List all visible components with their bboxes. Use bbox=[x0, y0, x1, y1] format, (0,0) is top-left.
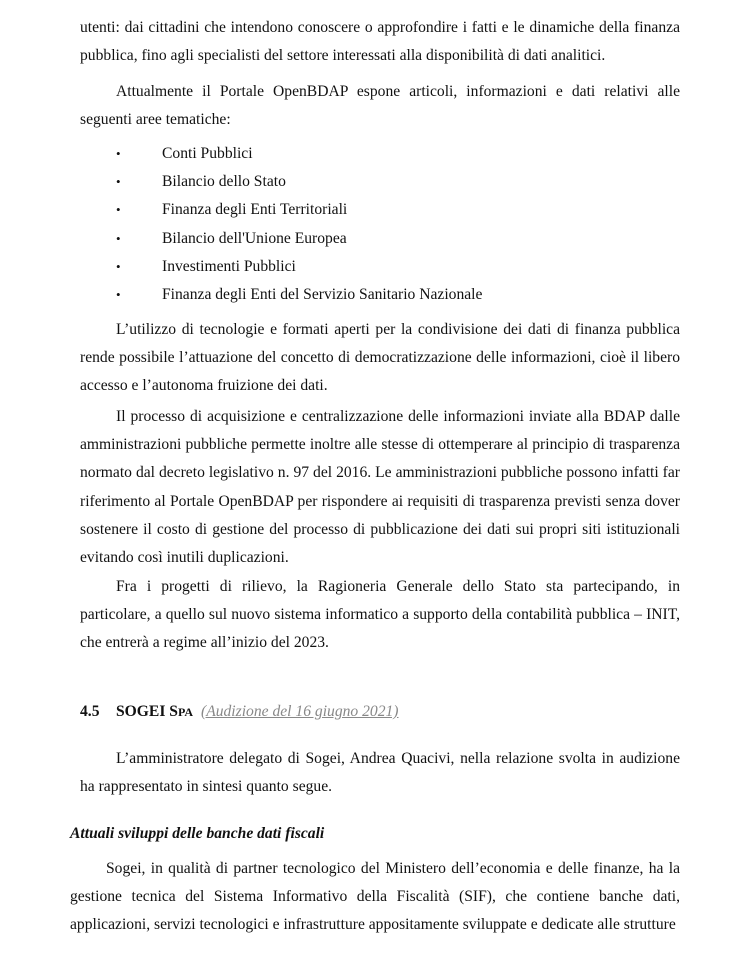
list-item-label: Bilancio dello Stato bbox=[162, 173, 286, 191]
list-item bbox=[80, 281, 680, 309]
intro-paragraph: utenti: dai cittadini che intendono conoscere o approfondire i fatti e le dinamiche della finanza pubblica, fino agli specialisti del settore interessati alla disponibilità di dati analitici. bbox=[80, 19, 680, 65]
section-title: SOGEI S bbox=[116, 703, 178, 720]
section-heading bbox=[80, 700, 399, 724]
sogei-partner-paragraph: Sogei, in qualità di partner tecnologico del Ministero dell’economia e delle finanze, ha la gestione tecnica del Sistema Informativo della Fiscalità (SIF), che contiene banche dati, applicazioni, servizi tecnologici e infrastrutture appositamente sviluppate e dedicate alle strutture bbox=[70, 860, 680, 934]
bullet-icon: • bbox=[116, 230, 121, 246]
list-item bbox=[80, 196, 680, 224]
list-item bbox=[80, 140, 680, 168]
list-item bbox=[80, 225, 680, 253]
bullet-icon: • bbox=[116, 174, 121, 190]
list-item bbox=[80, 168, 680, 196]
list-item-label: Finanza degli Enti Territoriali bbox=[162, 201, 348, 219]
bullet-icon: • bbox=[116, 202, 121, 218]
bullet-icon: • bbox=[116, 258, 121, 274]
bullet-icon: • bbox=[116, 286, 121, 302]
bullet-icon: • bbox=[116, 146, 121, 161]
areas-intro-paragraph: Attualmente il Portale OpenBDAP espone articoli, informazioni e dati relativi alle seguenti aree tematiche: bbox=[80, 83, 680, 129]
projects-paragraph: Fra i progetti di rilievo, la Ragioneria Generale dello Stato sta partecipando, in particolare, a quello sul nuovo sistema informatico a supporto della contabilità pubblica – INIT, che entrerà a regime all’inizio del 2023. bbox=[80, 578, 680, 652]
list-item-label: Bilancio dell'Unione Europea bbox=[162, 229, 347, 247]
hearing-link[interactable]: (Audizione del 16 giugno 2021) bbox=[201, 703, 399, 720]
section-title-smallcaps: PA bbox=[177, 705, 194, 719]
list-item-label: Conti Pubblici bbox=[162, 145, 253, 162]
section-number: 4.5 bbox=[80, 703, 100, 720]
transparency-paragraph: Il processo di acquisizione e centralizzazione delle informazioni inviate alla BDAP dalle amministrazioni pubbliche permette inoltre alle stesse di ottemperare al principio di trasparenza normato dal decreto legislativo n. 97 del 2016. Le amministrazioni pubbliche possono infatti far riferimento al Portale OpenBDAP per rispondere ai requisiti di trasparenza previsti senza dover sostenere il costo di gestione del processo di pubblicazione dei dati sui propri siti istituzionali evitando così inutili duplicazioni. bbox=[80, 408, 680, 567]
sogei-intro-paragraph: L’amministratore delegato di Sogei, Andrea Quacivi, nella relazione svolta in audizione ha rappresentato in sintesi quanto segue. bbox=[80, 750, 680, 796]
list-item bbox=[80, 253, 680, 281]
subheading: Attuali sviluppi delle banche dati fiscali bbox=[70, 825, 325, 842]
list-item-label: Investimenti Pubblici bbox=[162, 257, 296, 275]
thematic-areas-list bbox=[80, 140, 680, 309]
list-item-label: Finanza degli Enti del Servizio Sanitario Nazionale bbox=[162, 285, 483, 303]
open-formats-paragraph: L’utilizzo di tecnologie e formati aperti per la condivisione dei dati di finanza pubblica rende possibile l’attuazione del concetto di democratizzazione delle informazioni, cioè il libero accesso e l’autonoma fruizione dei dati. bbox=[80, 321, 680, 395]
